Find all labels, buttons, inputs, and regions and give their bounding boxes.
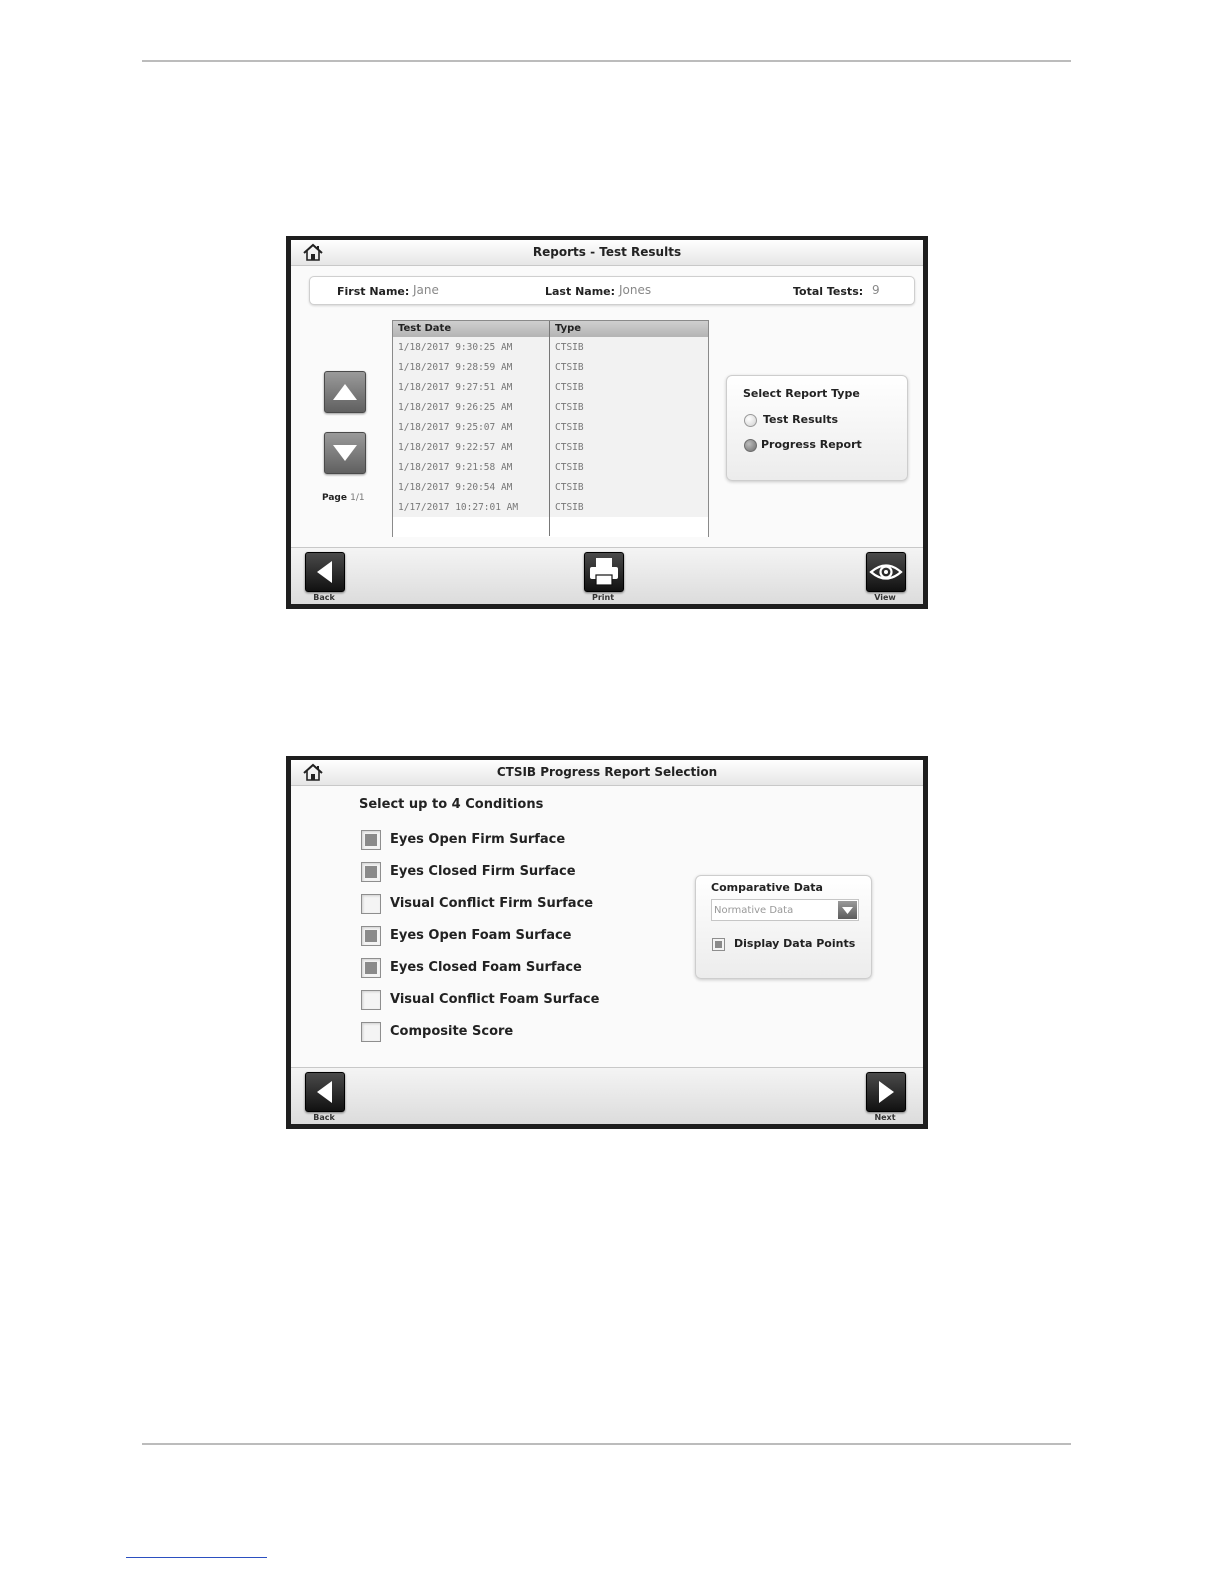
page-value: 1/1 — [350, 493, 365, 503]
cell-test-date: 1/18/2017 9:22:57 AM — [398, 442, 513, 453]
screen-title: CTSIB Progress Report Selection — [496, 765, 718, 779]
table-row[interactable] — [393, 337, 708, 358]
report-type-panel — [726, 375, 908, 481]
table-row[interactable] — [393, 357, 708, 378]
condition-checkbox[interactable] — [361, 894, 381, 914]
checkbox-fill — [365, 930, 377, 942]
cell-test-date: 1/18/2017 9:30:25 AM — [398, 342, 513, 353]
print-button[interactable] — [584, 552, 624, 592]
header-rule — [142, 60, 1071, 62]
column-divider — [549, 321, 550, 536]
condition-checkbox[interactable] — [361, 926, 381, 946]
arrow-down-icon — [325, 433, 365, 473]
cell-type: CTSIB — [555, 502, 584, 513]
next-button[interactable] — [866, 1072, 906, 1112]
table-row[interactable] — [393, 417, 708, 438]
condition-label[interactable]: Eyes Closed Firm Surface — [390, 864, 576, 879]
total-tests-label: Total Tests: — [793, 285, 864, 298]
back-button[interactable] — [305, 552, 345, 592]
title-bar — [291, 760, 923, 786]
cell-type: CTSIB — [555, 442, 584, 453]
cell-type: CTSIB — [555, 402, 584, 413]
table-row[interactable] — [393, 457, 708, 478]
table-row[interactable] — [393, 517, 708, 537]
cell-test-date: 1/18/2017 9:28:59 AM — [398, 362, 513, 373]
report-type-title: Select Report Type — [743, 387, 860, 400]
screen-title: Reports - Test Results — [532, 245, 682, 259]
cell-type: CTSIB — [555, 342, 584, 353]
scroll-down-button[interactable] — [324, 432, 366, 474]
eye-icon — [867, 553, 905, 591]
checkbox-fill — [365, 834, 377, 846]
radio-test-results-label[interactable]: Test Results — [763, 413, 839, 426]
condition-checkbox[interactable] — [361, 990, 381, 1010]
condition-checkbox[interactable] — [361, 1022, 381, 1042]
radio-test-results[interactable] — [744, 414, 757, 427]
last-name-label: Last Name: — [545, 285, 616, 298]
header-type[interactable]: Type — [555, 323, 582, 334]
back-label: Back — [313, 593, 335, 602]
first-name-label: First Name: — [337, 285, 410, 298]
select-conditions-title: Select up to 4 Conditions — [359, 797, 544, 812]
table-row[interactable] — [393, 497, 708, 518]
checkbox-fill — [715, 941, 722, 948]
condition-label[interactable]: Eyes Open Foam Surface — [390, 928, 572, 943]
condition-label[interactable]: Visual Conflict Firm Surface — [390, 896, 594, 911]
next-label: Next — [874, 1113, 896, 1122]
print-label: Print — [591, 593, 615, 602]
bottom-toolbar — [291, 1067, 923, 1124]
chevron-down-icon — [838, 901, 857, 919]
first-name-value: Jane — [413, 283, 439, 297]
view-label: View — [874, 593, 896, 602]
cell-type: CTSIB — [555, 422, 584, 433]
cell-test-date: 1/18/2017 9:21:58 AM — [398, 462, 513, 473]
patient-info-bar — [309, 276, 915, 305]
cell-test-date: 1/18/2017 9:27:51 AM — [398, 382, 513, 393]
cell-test-date: 1/18/2017 9:25:07 AM — [398, 422, 513, 433]
condition-checkbox[interactable] — [361, 830, 381, 850]
table-row[interactable] — [393, 437, 708, 458]
cell-test-date: 1/18/2017 9:26:25 AM — [398, 402, 513, 413]
table-row[interactable] — [393, 377, 708, 398]
table-header — [393, 321, 708, 338]
comparative-data-dropdown[interactable] — [711, 899, 859, 921]
page-label: Page — [322, 493, 347, 503]
comparative-data-title: Comparative Data — [711, 881, 823, 894]
checkbox-fill — [365, 866, 377, 878]
footer-rule — [142, 1443, 1071, 1445]
view-button[interactable] — [866, 552, 906, 592]
arrow-right-icon — [867, 1073, 905, 1111]
cell-test-date: 1/17/2017 10:27:01 AM — [398, 502, 519, 513]
cell-type: CTSIB — [555, 482, 584, 493]
condition-checkbox[interactable] — [361, 862, 381, 882]
checkbox-fill — [365, 962, 377, 974]
title-bar — [291, 240, 923, 266]
condition-label[interactable]: Eyes Open Firm Surface — [390, 832, 566, 847]
cell-type: CTSIB — [555, 382, 584, 393]
cell-type: CTSIB — [555, 462, 584, 473]
arrow-up-icon — [325, 372, 365, 412]
header-test-date[interactable]: Test Date — [398, 323, 452, 334]
condition-label[interactable]: Eyes Closed Foam Surface — [390, 960, 582, 975]
footer-link-line — [126, 1557, 267, 1558]
cell-test-date: 1/18/2017 9:20:54 AM — [398, 482, 513, 493]
table-row[interactable] — [393, 477, 708, 498]
comparative-data-panel — [695, 875, 872, 979]
back-label: Back — [313, 1113, 335, 1122]
page-indicator — [322, 493, 365, 503]
condition-checkbox[interactable] — [361, 958, 381, 978]
arrow-left-icon — [306, 1073, 344, 1111]
reports-test-results-screen — [286, 236, 928, 609]
condition-label[interactable]: Visual Conflict Foam Surface — [390, 992, 600, 1007]
bottom-toolbar — [291, 547, 923, 604]
test-results-table — [392, 320, 709, 537]
display-data-points-label[interactable]: Display Data Points — [734, 937, 856, 950]
total-tests-value: 9 — [872, 283, 880, 297]
last-name-value: Jones — [619, 283, 652, 297]
display-data-points-checkbox[interactable] — [712, 938, 725, 951]
radio-progress-report[interactable] — [744, 439, 757, 452]
scroll-up-button[interactable] — [324, 371, 366, 413]
printer-icon — [585, 553, 623, 591]
ctsib-progress-report-selection-screen — [286, 756, 928, 1129]
dropdown-button[interactable] — [838, 901, 857, 919]
condition-label[interactable]: Composite Score — [390, 1024, 514, 1039]
dropdown-value: Normative Data — [714, 905, 794, 916]
radio-progress-report-label[interactable]: Progress Report — [761, 438, 862, 451]
back-button[interactable] — [305, 1072, 345, 1112]
cell-type: CTSIB — [555, 362, 584, 373]
arrow-left-icon — [306, 553, 344, 591]
table-row[interactable] — [393, 397, 708, 418]
